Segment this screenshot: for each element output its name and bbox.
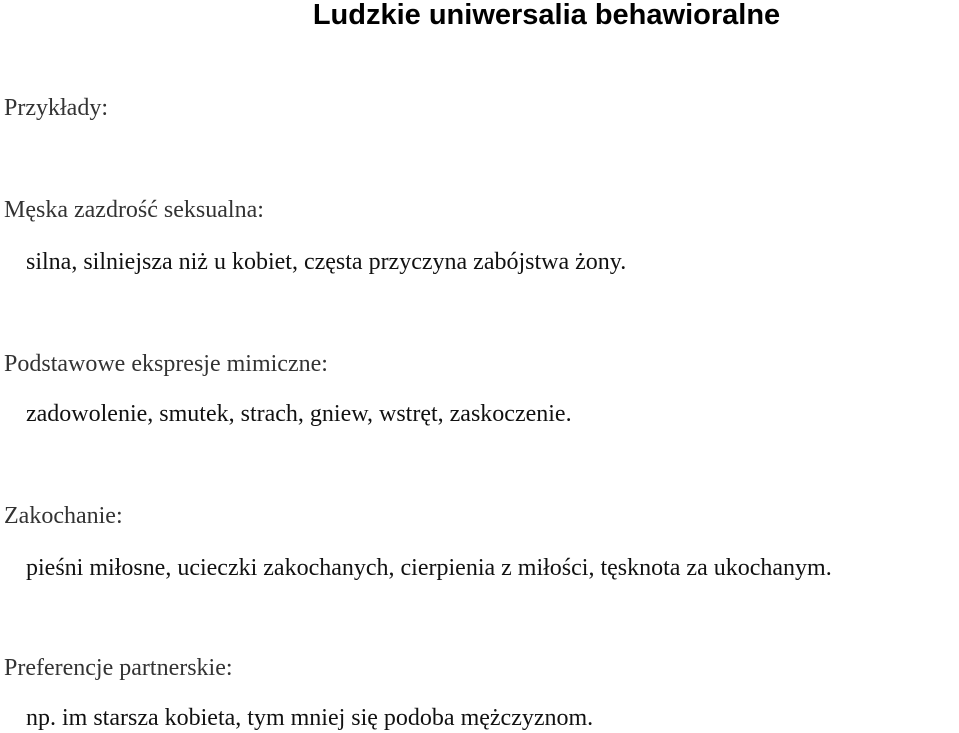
page-title: Ludzkie uniwersalia behawioralne bbox=[312, 0, 781, 31]
section-text-partner-preferences: np. im starsza kobieta, tym mniej się podoba mężczyznom. bbox=[26, 705, 594, 731]
section-text-facial-expressions: zadowolenie, smutek, strach, gniew, wstręt, zaskoczenie. bbox=[26, 401, 572, 427]
section-text-love: pieśni miłosne, ucieczki zakochanych, cierpienia z miłości, tęsknota za ukochanym. bbox=[26, 555, 832, 581]
section-heading-partner-preferences: Preferencje partnerskie: bbox=[4, 655, 233, 681]
section-heading-love: Zakochanie: bbox=[4, 503, 123, 529]
intro-label: Przykłady: bbox=[4, 95, 108, 121]
section-heading-jealousy: Męska zazdrość seksualna: bbox=[4, 197, 264, 223]
section-heading-facial-expressions: Podstawowe ekspresje mimiczne: bbox=[4, 351, 328, 377]
section-text-jealousy: silna, silniejsza niż u kobiet, częsta przyczyna zabójstwa żony. bbox=[26, 249, 627, 275]
